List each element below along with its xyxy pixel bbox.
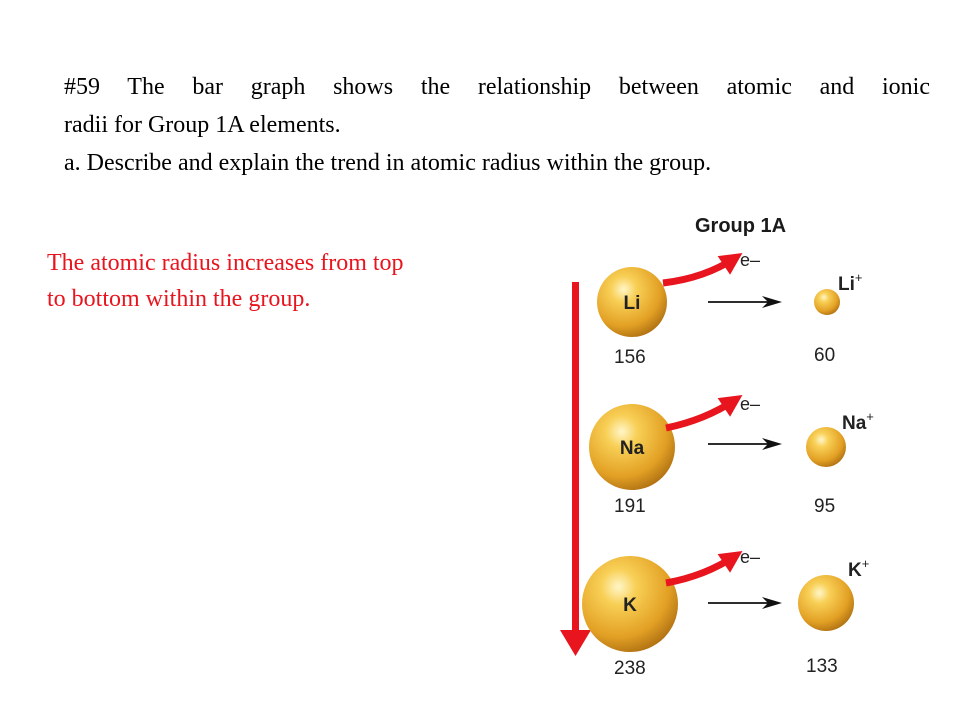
- ion-radius-na: 95: [814, 496, 836, 517]
- row-li: [597, 250, 862, 368]
- atom-label-na: Na: [619, 438, 645, 459]
- atom-radius-li: 156: [614, 347, 646, 368]
- atom-radius-na: 191: [614, 496, 646, 517]
- ion-sphere-k: [798, 575, 854, 631]
- electron-arrow-na: [666, 400, 735, 428]
- ion-radius-k: 133: [806, 656, 838, 677]
- answer-line-2: to bottom within the group.: [47, 286, 311, 312]
- reaction-arrow-li: [708, 296, 782, 308]
- atom-label-k: K: [623, 595, 637, 616]
- question-line-3: a. Describe and explain the trend in atomic radius within the group.: [64, 150, 712, 176]
- ion-label-li: Li+: [838, 270, 863, 295]
- answer-line-1: The atomic radius increases from top: [47, 250, 404, 276]
- question-line-1: #59 The bar graph shows the relationship between atomic and ionic: [64, 74, 930, 100]
- row-na: [589, 394, 874, 517]
- electron-label-k: e–: [740, 547, 761, 567]
- electron-label-na: e–: [740, 394, 761, 414]
- atom-radius-k: 238: [614, 658, 646, 679]
- electron-label-li: e–: [740, 250, 761, 270]
- electron-arrow-k: [666, 556, 735, 583]
- diagram-title: Group 1A: [695, 215, 787, 237]
- ion-sphere-na: [806, 427, 846, 467]
- ion-label-na: Na+: [842, 409, 874, 434]
- reaction-arrow-na: [708, 438, 782, 450]
- atom-label-li: Li: [623, 293, 641, 314]
- row-k: [582, 547, 869, 679]
- ion-radius-li: 60: [814, 345, 836, 366]
- question-line-2: radii for Group 1A elements.: [64, 112, 341, 138]
- ion-label-k: K+: [848, 556, 870, 581]
- electron-arrow-li: [663, 258, 735, 283]
- ion-sphere-li: [814, 289, 840, 315]
- reaction-arrow-k: [708, 597, 782, 609]
